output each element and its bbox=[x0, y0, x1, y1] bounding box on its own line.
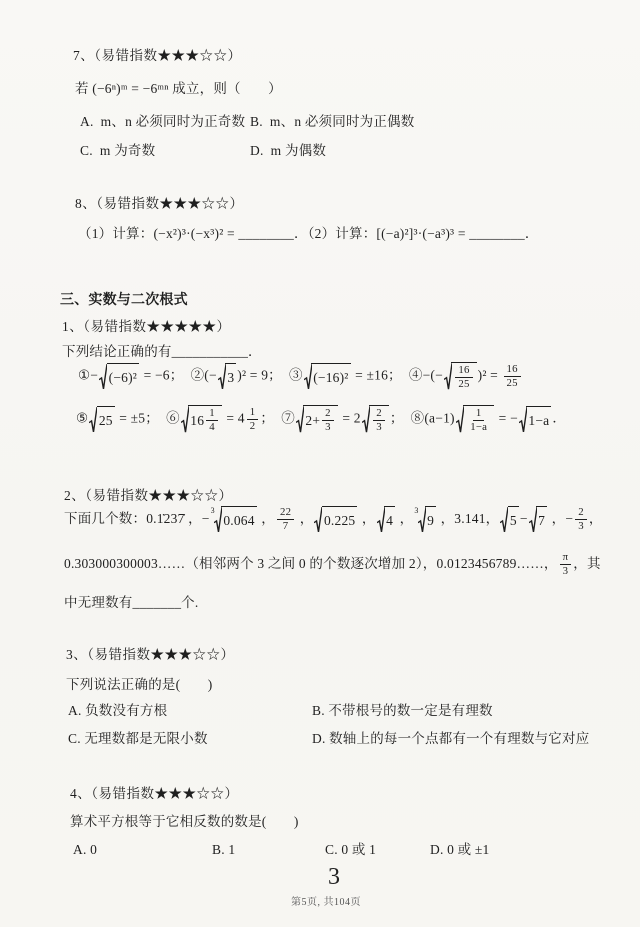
square-root-radical bbox=[500, 506, 518, 534]
cube-root-radical bbox=[414, 506, 436, 534]
fraction bbox=[560, 551, 572, 578]
math-text: ， bbox=[396, 511, 414, 526]
math-text: ； ⑦ bbox=[260, 410, 295, 426]
question-1-items-1-to-4 bbox=[78, 362, 523, 391]
question-2-blank-line: 中无理数有_______个. bbox=[64, 595, 199, 610]
fraction bbox=[206, 407, 218, 434]
math-text: − bbox=[519, 511, 528, 526]
fraction-denominator: 3 bbox=[562, 565, 569, 578]
cube-root-radical bbox=[211, 506, 257, 534]
fraction-numerator: 16 bbox=[504, 363, 521, 377]
square-root-radical bbox=[314, 506, 357, 534]
question-7-heading: 7、（易错指数★★★☆☆） bbox=[73, 48, 242, 63]
question-7-option-c: C. m 为奇数 bbox=[80, 143, 156, 158]
radicand bbox=[463, 405, 494, 434]
math-text: 0.303000300003……（相邻两个 3 之间 0 的个数逐次增加 2），0.0123456789……， bbox=[64, 556, 558, 571]
question-4-option-b: B. 1 bbox=[212, 842, 236, 857]
square-root-radical bbox=[181, 405, 222, 434]
math-text: 25 bbox=[98, 412, 113, 428]
math-text: ， bbox=[257, 511, 275, 526]
math-text: ⑤ bbox=[76, 410, 89, 426]
math-text: ，− bbox=[548, 511, 574, 526]
math-text: ， bbox=[296, 511, 314, 526]
question-4-option-c: C. 0 或 1 bbox=[325, 842, 377, 857]
fraction-numerator: π bbox=[560, 551, 572, 565]
question-3-option-b: B. 不带根号的数一定是有理数 bbox=[312, 703, 493, 718]
question-4-option-d: D. 0 或 ±1 bbox=[430, 842, 490, 857]
math-text: ，3.141， bbox=[437, 511, 500, 526]
question-7-option-a: A. m、n 必须同时为正奇数 bbox=[80, 114, 246, 129]
question-7-option-b: B. m、n 必须同时为正偶数 bbox=[250, 114, 415, 129]
radicand bbox=[322, 506, 357, 534]
fraction bbox=[277, 506, 294, 533]
footer-page-info: 第5页, 共104页 bbox=[291, 897, 361, 908]
math-text: )² = bbox=[477, 367, 502, 383]
fraction bbox=[455, 364, 472, 391]
fraction-denominator: 25 bbox=[458, 377, 470, 390]
section-3-heading: 三、实数与二次根式 bbox=[60, 293, 188, 308]
fraction-numerator: 2 bbox=[575, 506, 587, 520]
math-text: 0.225 bbox=[323, 513, 356, 529]
radicand bbox=[188, 405, 222, 434]
square-root-radical bbox=[519, 406, 551, 434]
radicand bbox=[526, 406, 551, 434]
radicand bbox=[451, 362, 476, 391]
math-text: 下面几个数：0.1̇237̇ ，− bbox=[64, 511, 210, 526]
radicand bbox=[384, 506, 395, 534]
fraction-numerator: 1 bbox=[473, 407, 485, 421]
question-4-heading: 4、（易错指数★★★☆☆） bbox=[70, 786, 239, 801]
math-text: = 2 bbox=[338, 410, 361, 426]
square-root-radical bbox=[456, 405, 494, 434]
handwritten-page-number: 3 bbox=[328, 864, 340, 890]
math-text: 3 bbox=[227, 369, 235, 385]
square-root-radical bbox=[89, 406, 114, 434]
math-text: 2+ bbox=[305, 412, 321, 428]
fraction-denominator: 3 bbox=[325, 420, 331, 433]
square-root-radical bbox=[304, 363, 351, 391]
question-2-continuation-line bbox=[64, 551, 601, 578]
fraction bbox=[504, 363, 521, 390]
question-1-heading: 1、（易错指数★★★★★） bbox=[62, 319, 231, 334]
question-4-stem: 算术平方根等于它相反数的数是( ) bbox=[70, 814, 299, 829]
question-3-heading: 3、（易错指数★★★☆☆） bbox=[66, 647, 235, 662]
fraction-numerator: 1 bbox=[247, 406, 259, 420]
radicand bbox=[303, 405, 337, 434]
question-8-calculation-line: （1）计算：(−x²)³·(−x³)² = ________．（2）计算：[(−a)²]³·(−a³)³ = ________． bbox=[78, 226, 539, 241]
math-text: ，其 bbox=[573, 556, 601, 571]
question-3-stem: 下列说法正确的是( ) bbox=[66, 677, 213, 692]
math-text: ， bbox=[358, 511, 376, 526]
radicand bbox=[311, 363, 350, 391]
math-text: 4 bbox=[386, 513, 394, 529]
question-3-option-d: D. 数轴上的每一个点都有一个有理数与它对应 bbox=[312, 731, 590, 746]
math-text: ， bbox=[588, 511, 603, 526]
fraction bbox=[247, 406, 259, 433]
fraction-denominator: 3 bbox=[376, 420, 382, 433]
question-1-items-5-to-8 bbox=[76, 405, 566, 434]
square-root-radical bbox=[218, 363, 236, 391]
math-text: = ±16； ④−(− bbox=[351, 367, 443, 383]
fraction-denominator: 25 bbox=[506, 376, 518, 389]
math-text: 1−a bbox=[528, 412, 550, 428]
fraction-numerator: 16 bbox=[455, 364, 472, 378]
fraction bbox=[467, 407, 490, 434]
fraction bbox=[373, 407, 385, 434]
radicand bbox=[536, 506, 547, 534]
fraction bbox=[575, 506, 587, 533]
radicand bbox=[369, 405, 389, 434]
square-root-radical bbox=[99, 363, 139, 391]
math-text: ①− bbox=[78, 367, 99, 383]
square-root-radical bbox=[362, 405, 389, 434]
math-text: = −6； ②(− bbox=[140, 367, 217, 383]
root-index: 3 bbox=[414, 506, 419, 516]
fraction-denominator: 7 bbox=[282, 520, 289, 533]
question-7-option-d: D. m 为偶数 bbox=[250, 143, 327, 158]
square-root-radical bbox=[444, 362, 477, 391]
fraction-numerator: 22 bbox=[277, 506, 294, 520]
math-text: 0.064 bbox=[223, 513, 255, 529]
radicand bbox=[425, 506, 436, 534]
square-root-radical bbox=[529, 506, 547, 534]
question-2-heading: 2、（易错指数★★★☆☆） bbox=[64, 488, 233, 503]
fraction-numerator: 2 bbox=[322, 407, 334, 421]
math-text: (−6)² bbox=[108, 369, 138, 385]
radicand bbox=[221, 506, 256, 534]
question-1-intro: 下列结论正确的有___________． bbox=[62, 344, 262, 359]
fraction-denominator: 1−a bbox=[470, 420, 488, 433]
math-text: 5 bbox=[509, 513, 517, 529]
radicand bbox=[97, 406, 115, 434]
math-text: = − bbox=[495, 410, 518, 426]
square-root-radical bbox=[296, 405, 338, 434]
question-7-stem: 若 (−6ⁿ)ᵐ = −6ᵐⁿ 成立，则（ ） bbox=[75, 81, 282, 96]
question-4-option-a: A. 0 bbox=[73, 842, 98, 857]
math-text: 9 bbox=[427, 513, 435, 529]
fraction-denominator: 3 bbox=[578, 520, 584, 533]
fraction bbox=[322, 407, 334, 434]
fraction-denominator: 4 bbox=[209, 420, 215, 433]
root-index: 3 bbox=[210, 506, 215, 516]
fraction-numerator: 1 bbox=[206, 407, 218, 421]
math-text: = 4 bbox=[222, 410, 245, 426]
radicand bbox=[107, 363, 139, 391]
radicand bbox=[508, 506, 519, 534]
math-text: ； ⑧(a−1) bbox=[389, 410, 455, 426]
question-3-option-a: A. 负数没有方根 bbox=[68, 703, 168, 718]
question-2-numbers-line bbox=[64, 506, 603, 534]
question-3-option-c: C. 无理数都是无限小数 bbox=[68, 731, 208, 746]
fraction-numerator: 2 bbox=[373, 407, 385, 421]
math-text: 7 bbox=[538, 513, 546, 529]
radicand bbox=[225, 363, 236, 391]
math-text: (−16)² bbox=[313, 369, 349, 385]
square-root-radical bbox=[377, 506, 395, 534]
math-text: = ±5； ⑥ bbox=[115, 410, 180, 426]
math-text: )² = 9； ③ bbox=[237, 367, 303, 383]
fraction-denominator: 2 bbox=[249, 419, 256, 432]
question-8-heading: 8、（易错指数★★★☆☆） bbox=[75, 196, 244, 211]
math-text: ． bbox=[552, 410, 567, 426]
math-text: 16 bbox=[190, 412, 205, 428]
